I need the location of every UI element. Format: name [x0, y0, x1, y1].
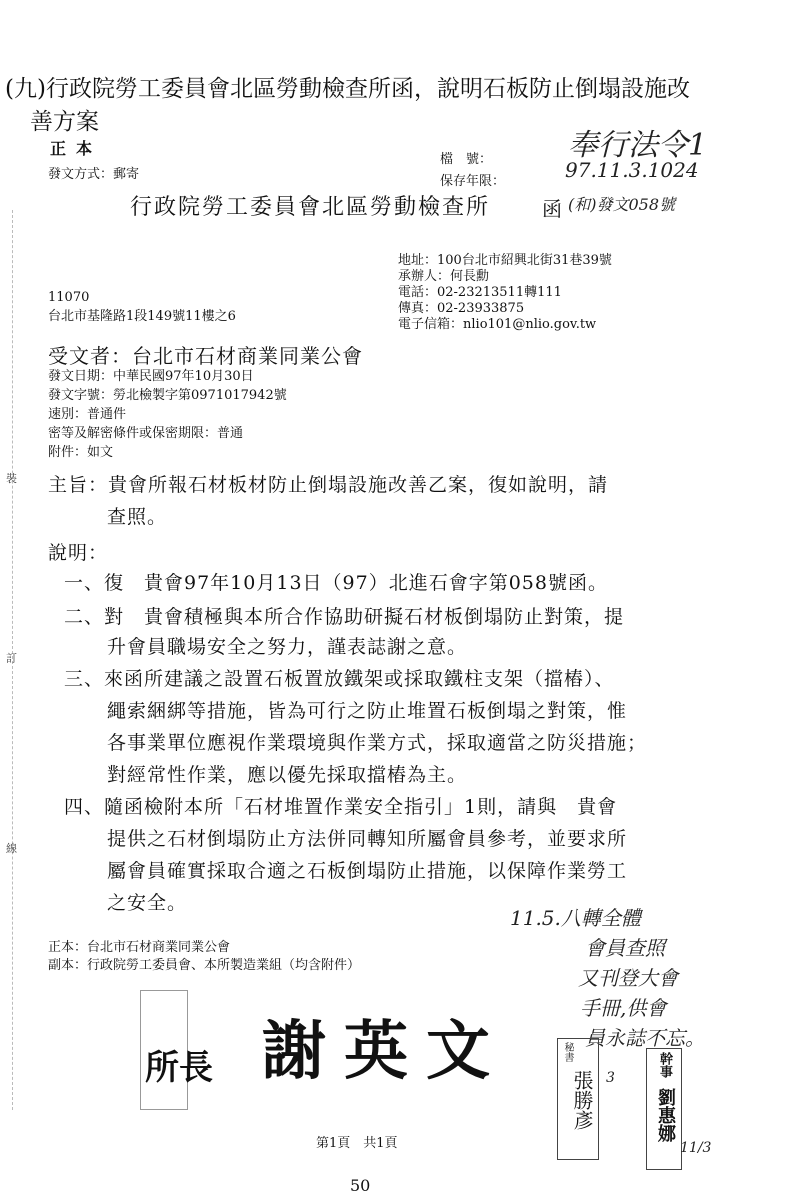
- subject-line1: 主旨：貴會所報石材板材防止倒塌設施改善乙案，復如說明，請: [48, 474, 609, 496]
- retention-label: 保存年限：: [440, 174, 506, 189]
- handwritten-note-5: 員永誌不忘。: [585, 1026, 705, 1050]
- handwritten-note-2: 會員查照: [585, 936, 665, 960]
- recipient-address: 台北市基隆路1段149號11樓之6: [48, 309, 236, 324]
- handwritten-after-han: (和)發文058號: [568, 195, 676, 214]
- send-number: 發文字號：勞北檢製字第0971017942號: [48, 388, 287, 403]
- item-3-line3: 各事業單位應視作業環境與作業方式，採取適當之防災措施；: [107, 732, 648, 754]
- item-4-line2: 提供之石材倒塌防止方法併同轉知所屬會員參考，並要求所: [107, 828, 628, 850]
- copies-duplicate: 副本：行政院勞工委員會、本所製造業組（均含附件）: [48, 958, 361, 973]
- secretary-name: 張勝彥: [570, 1070, 594, 1130]
- handwritten-top-right-1: 奉行法令1: [568, 128, 708, 163]
- page-info: 第1頁 共1頁: [316, 1136, 398, 1151]
- secretary-label: 秘書: [562, 1042, 573, 1062]
- item-2-line2: 升會員職場安全之努力，謹表誌謝之意。: [107, 636, 468, 658]
- handwritten-note-4: 手冊,供會: [580, 996, 667, 1020]
- handwritten-note-1: 11.5.八轉全體: [510, 906, 641, 930]
- item-4-line1: 四、隨函檢附本所「石材堆置作業安全指引」1則，請與 貴會: [64, 796, 618, 818]
- item-3-line1: 三、來函所建議之設置石板置放鐵架或採取鐵柱支架（擋樁）、: [64, 668, 615, 690]
- contact-fax: 傳真：02-23933875: [398, 301, 525, 316]
- handwritten-note-3: 又刊登大會: [578, 966, 678, 990]
- secret-level: 密等及解密條件或保密期限：普通: [48, 426, 244, 441]
- side-mark-zhuang: 裝: [6, 472, 17, 485]
- clerk-date: 11/3: [680, 1140, 712, 1156]
- recipient-zip: 11070: [48, 290, 90, 305]
- side-mark-xian: 線: [6, 842, 17, 855]
- agency-name: 行政院勞工委員會北區勞動檢查所: [130, 195, 491, 220]
- contact-email: 電子信箱：nlio101@nlio.gov.tw: [398, 317, 597, 332]
- contact-handler: 承辦人：何長勳: [398, 269, 490, 284]
- send-date: 發文日期：中華民國97年10月30日: [48, 369, 254, 384]
- clerk-name: 劉惠娜: [655, 1088, 676, 1142]
- item-4-line4: 之安全。: [107, 892, 188, 914]
- subject-line2: 查照。: [107, 506, 168, 528]
- copy-type: 正本: [50, 139, 103, 158]
- copies-original: 正本：台北市石材商業同業公會: [48, 940, 231, 955]
- item-4-line3: 屬會員確實採取合適之石板倒塌防止措施，以保障作業勞工: [107, 860, 628, 882]
- director-signature: 謝英文: [262, 1014, 508, 1089]
- director-title: 所長: [145, 1048, 213, 1088]
- explain-label: 說明：: [48, 542, 109, 564]
- item-3-line4: 對經常性作業，應以優先採取擋樁為主。: [107, 764, 468, 786]
- doc-heading-line2: 善方案: [30, 109, 99, 135]
- document-type: 函: [542, 197, 562, 221]
- item-3-line2: 繩索綑綁等措施，皆為可行之防止堆置石板倒塌之對策，惟: [107, 700, 628, 722]
- handwritten-top-right-2: 97.11.3.1024: [565, 158, 699, 182]
- secretary-date: 3: [606, 1070, 615, 1086]
- contact-address: 地址：100台北市紹興北街31巷39號: [398, 253, 612, 268]
- receiver: 受文者：台北市石材商業同業公會: [48, 344, 363, 368]
- file-no-label: 檔 號：: [440, 152, 493, 167]
- send-method: 發文方式：郵寄: [48, 167, 140, 182]
- page-number: 50: [350, 1176, 371, 1195]
- clerk-label: 幹事: [657, 1052, 672, 1078]
- contact-phone: 電話：02-23213511轉111: [398, 285, 562, 300]
- doc-heading-line1: (九)行政院勞工委員會北區勞動檢查所函，說明石板防止倒塌設施改: [5, 76, 690, 102]
- item-2-line1: 二、對 貴會積極與本所合作協助研擬石材板倒塌防止對策，提: [64, 606, 625, 628]
- attachment: 附件：如文: [48, 445, 114, 460]
- item-1-line1: 一、復 貴會97年10月13日（97）北進石會字第058號函。: [64, 572, 608, 594]
- speed: 速別：普通件: [48, 407, 127, 422]
- side-mark-ding: 訂: [6, 652, 17, 665]
